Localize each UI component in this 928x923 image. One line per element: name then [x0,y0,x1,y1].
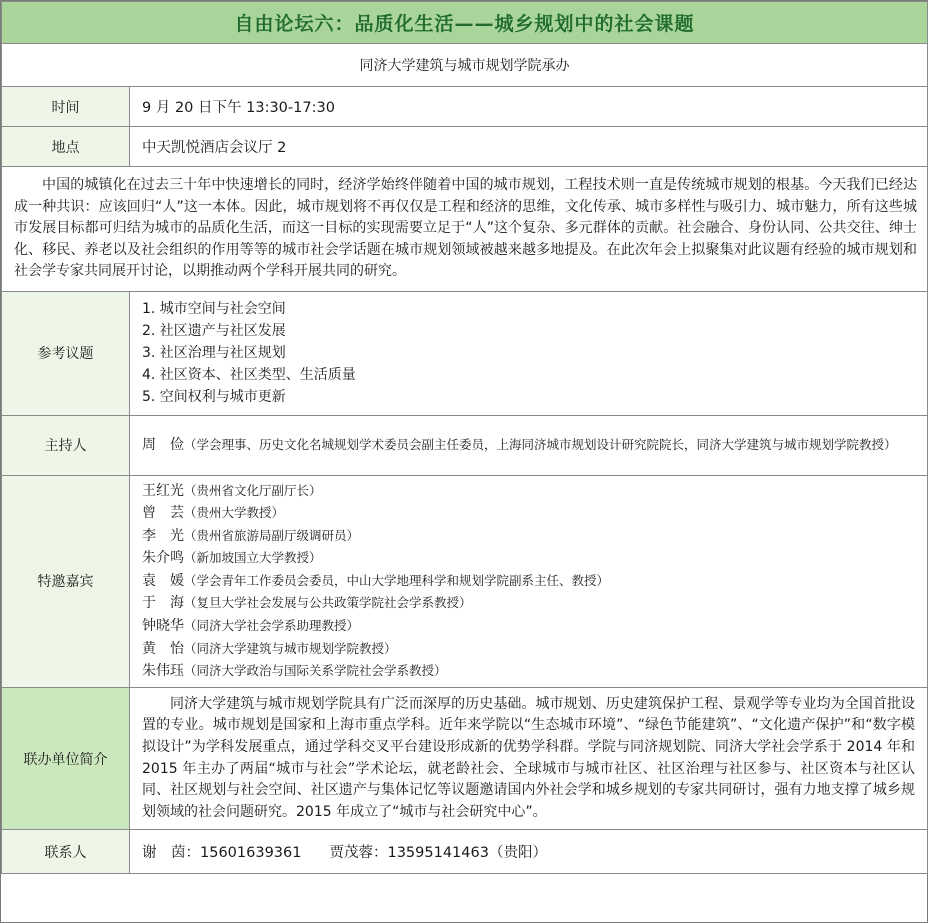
co-organizer-description: 同济大学建筑与城市规划学院具有广泛而深厚的历史基础。城市规划、历史建筑保护工程、景观学等专业均为全国首批设置的专业。城市规划是国家和上海市重点学科。近年来学院以“生态城市环境”、“绿色节能建筑”、“文化遗产保护”和“数字模拟设计”为学科发展重点，通过学科交叉平台建设形成新的优势学科群。学院与同济规划院、同济大学社会学系于 2014 年和 2015 年主办了两届“城市与社会”学术论坛，就老龄社会、全球城市与城市社区、社区治理与社区参与、社区资本与社区认同、社区规划与社会空间、社区遗产与集体记忆等议题邀请国内外社会学和城乡规划的专家共同研讨，强有力地支撑了城乡规划领域的社会问题研究。2015 年成立了“城市与社会研究中心”。 [130,687,928,830]
topic-item: 2. 社区遗产与社区发展 [142,323,286,339]
contact-person-2: 贾茂蓉：13595141463（贵阳） [329,845,547,862]
time-label: 时间 [2,87,130,127]
host-organizer: 同济大学建筑与城市规划学院承办 [2,44,928,87]
guest-note: （新加坡国立大学教授） [184,550,322,566]
guest-note: （同济大学社会学系助理教授） [184,618,360,634]
guest-name: 于 海 [142,595,184,612]
forum-table [1,1,928,874]
guest-name: 朱伟珏 [142,663,184,680]
guest-note: （同济大学建筑与城市规划学院教授） [184,640,397,656]
guest-name: 钟晓华 [142,618,184,635]
co-organizer-label: 联办单位简介 [2,687,130,830]
place-value: 中天凯悦酒店会议厅 2 [130,127,928,167]
contact-label: 联系人 [2,830,130,874]
guest-note: （同济大学政治与国际关系学院社会学系教授） [184,663,447,679]
guest-note: （贵州大学教授） [184,505,285,521]
guest-name: 黄 怡 [142,640,184,657]
guests-list [130,475,928,687]
topic-item: 3. 社区治理与社区规划 [142,345,286,361]
guest-note: （贵州省文化厅副厅长） [184,482,322,498]
guest-item [142,570,927,593]
forum-title: 自由论坛六：品质化生活——城乡规划中的社会课题 [2,2,928,44]
guest-item [142,660,927,683]
topics-label: 参考议题 [2,291,130,415]
guests-label: 特邀嘉宾 [2,475,130,687]
contact-person-1: 谢 茵：15601639361 [142,845,302,862]
topic-item: 5. 空间权利与城市更新 [142,389,286,405]
moderator-name: 周 俭 [142,437,184,453]
guest-name: 朱介鸣 [142,550,184,567]
guest-name: 王红光 [142,482,184,499]
moderator-info [130,415,928,475]
guest-item [142,547,927,570]
contact-info [130,830,928,874]
guest-name: 袁 媛 [142,572,184,589]
topic-item: 1. 城市空间与社会空间 [142,301,286,317]
topic-item: 4. 社区资本、社区类型、生活质量 [142,367,356,383]
guest-item [142,592,927,615]
guest-item [142,480,927,503]
guest-name: 李 光 [142,527,184,544]
topics-list [130,291,928,415]
guest-note: （贵州省旅游局副厅级调研员） [184,527,360,543]
guest-note: （学会青年工作委员会委员，中山大学地理科学和规划学院副系主任、教授） [184,572,610,588]
moderator-label: 主持人 [2,415,130,475]
place-label: 地点 [2,127,130,167]
guest-name: 曾 芸 [142,505,184,522]
guest-item [142,638,927,661]
guest-item [142,502,927,525]
guest-item [142,615,927,638]
guest-note: （复旦大学社会发展与公共政策学院社会学系教授） [184,595,472,611]
time-value: 9 月 20 日下午 13:30-17:30 [130,87,928,127]
guest-item [142,525,927,548]
forum-introduction: 中国的城镇化在过去三十年中快速增长的同时，经济学始终伴随着中国的城市规划，工程技术则一直是传统城市规划的根基。今天我们已经达成一种共识：应该回归“人”这一本体。因此，城市规划将不再仅仅是工程和经济的思维，文化传承、城市多样性与吸引力、城市魅力，所有这些城市发展目标都可归结为城市的品质化生活，而这一目标的实现需要立足于“人”这个复杂、多元群体的贡献。社会融合、身份认同、公共交往、绅士化、移民、养老以及社会组织的作用等等的城市社会学话题在城市规划领域被越来越多地提及。在此次年会上拟聚集对此议题有经验的城市规划和社会学专家共同展开讨论，以期推动两个学科开展共同的研究。 [2,167,928,292]
moderator-note: （学会理事、历史文化名城规划学术委员会副主任委员，上海同济城市规划设计研究院院长，同济大学建筑与城市规划学院教授） [184,437,897,452]
